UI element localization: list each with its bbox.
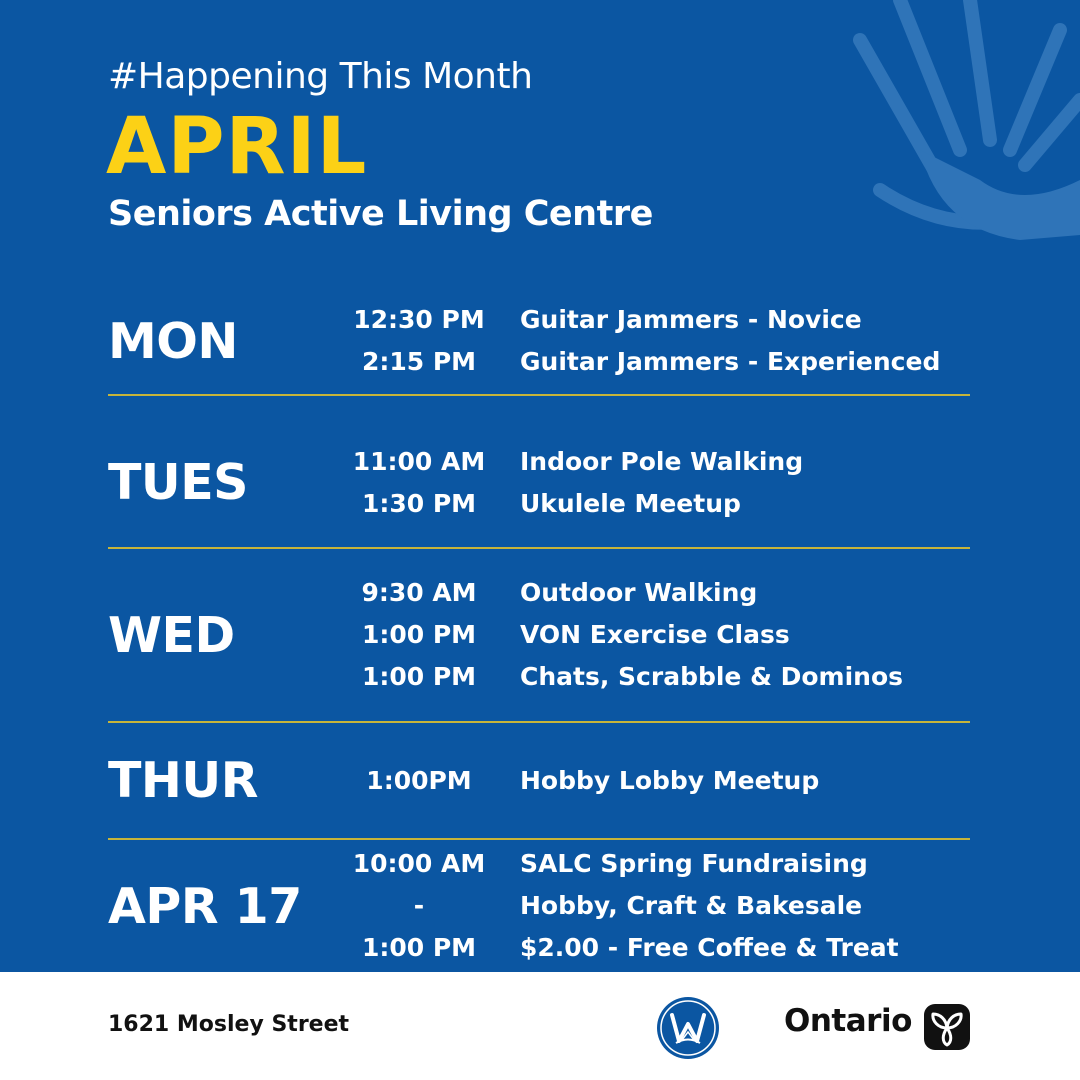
schedule-row-apr17 [108,840,970,972]
schedule-row-tues [108,418,970,549]
activity-column [520,441,970,525]
centre-name: Seniors Active Living Centre [108,194,653,234]
footer-bar [0,972,1080,1080]
day-label: TUES [108,454,248,511]
day-label: WED [108,606,235,664]
time-entry: 1:00 PM [361,662,477,691]
day-label: APR 17 [108,877,302,935]
hashtag-heading: #Happening This Month [108,56,533,97]
time-column [318,299,520,383]
schedule-row-mon [108,288,970,396]
time-entry: 11:00 AM [352,446,486,476]
time-entry: 2:15 PM [361,347,477,376]
activity-entry: Outdoor Walking [520,578,758,607]
time-entry: 1:00PM [366,765,472,795]
time-entry: - [413,891,425,920]
activity-entry: Guitar Jammers - Experienced [520,347,941,376]
time-column [318,441,520,525]
time-column [318,572,520,698]
activity-entry: Chats, Scrabble & Dominos [520,662,903,691]
day-label: MON [108,312,238,370]
activity-entry: Hobby, Craft & Bakesale [520,891,863,920]
time-entry: 1:30 PM [361,488,477,518]
time-entry: 9:30 AM [361,578,477,607]
time-entry: 10:00 AM [352,849,486,878]
activity-entry: Guitar Jammers - Novice [520,305,862,334]
schedule-row-wed [108,549,970,723]
activity-entry: Hobby Lobby Meetup [520,765,820,795]
activity-entry: SALC Spring Fundraising [520,849,868,878]
sunburst-decoration-icon [820,0,1080,260]
activity-entry: VON Exercise Class [520,620,790,649]
time-column [318,760,520,802]
activity-entry: Ukulele Meetup [520,488,741,518]
w-logo-icon [656,996,720,1060]
ontario-wordmark: Ontario [784,1003,912,1039]
schedule-row-thur [108,723,970,840]
activity-column [520,299,970,383]
activity-entry: Indoor Pole Walking [520,446,804,476]
time-entry: 1:00 PM [361,933,477,962]
activity-column [520,572,970,698]
activity-entry: $2.00 - Free Coffee & Treat [520,933,899,962]
time-entry: 12:30 PM [353,305,485,334]
month-title: APRIL [106,102,368,192]
activity-column [520,760,970,802]
weekly-schedule [108,288,970,972]
time-entry: 1:00 PM [361,620,477,649]
day-label: THUR [108,752,258,809]
address-text: 1621 Mosley Street [108,1012,350,1037]
activity-column [520,843,970,969]
trillium-icon [924,1004,970,1050]
time-column [318,843,520,969]
